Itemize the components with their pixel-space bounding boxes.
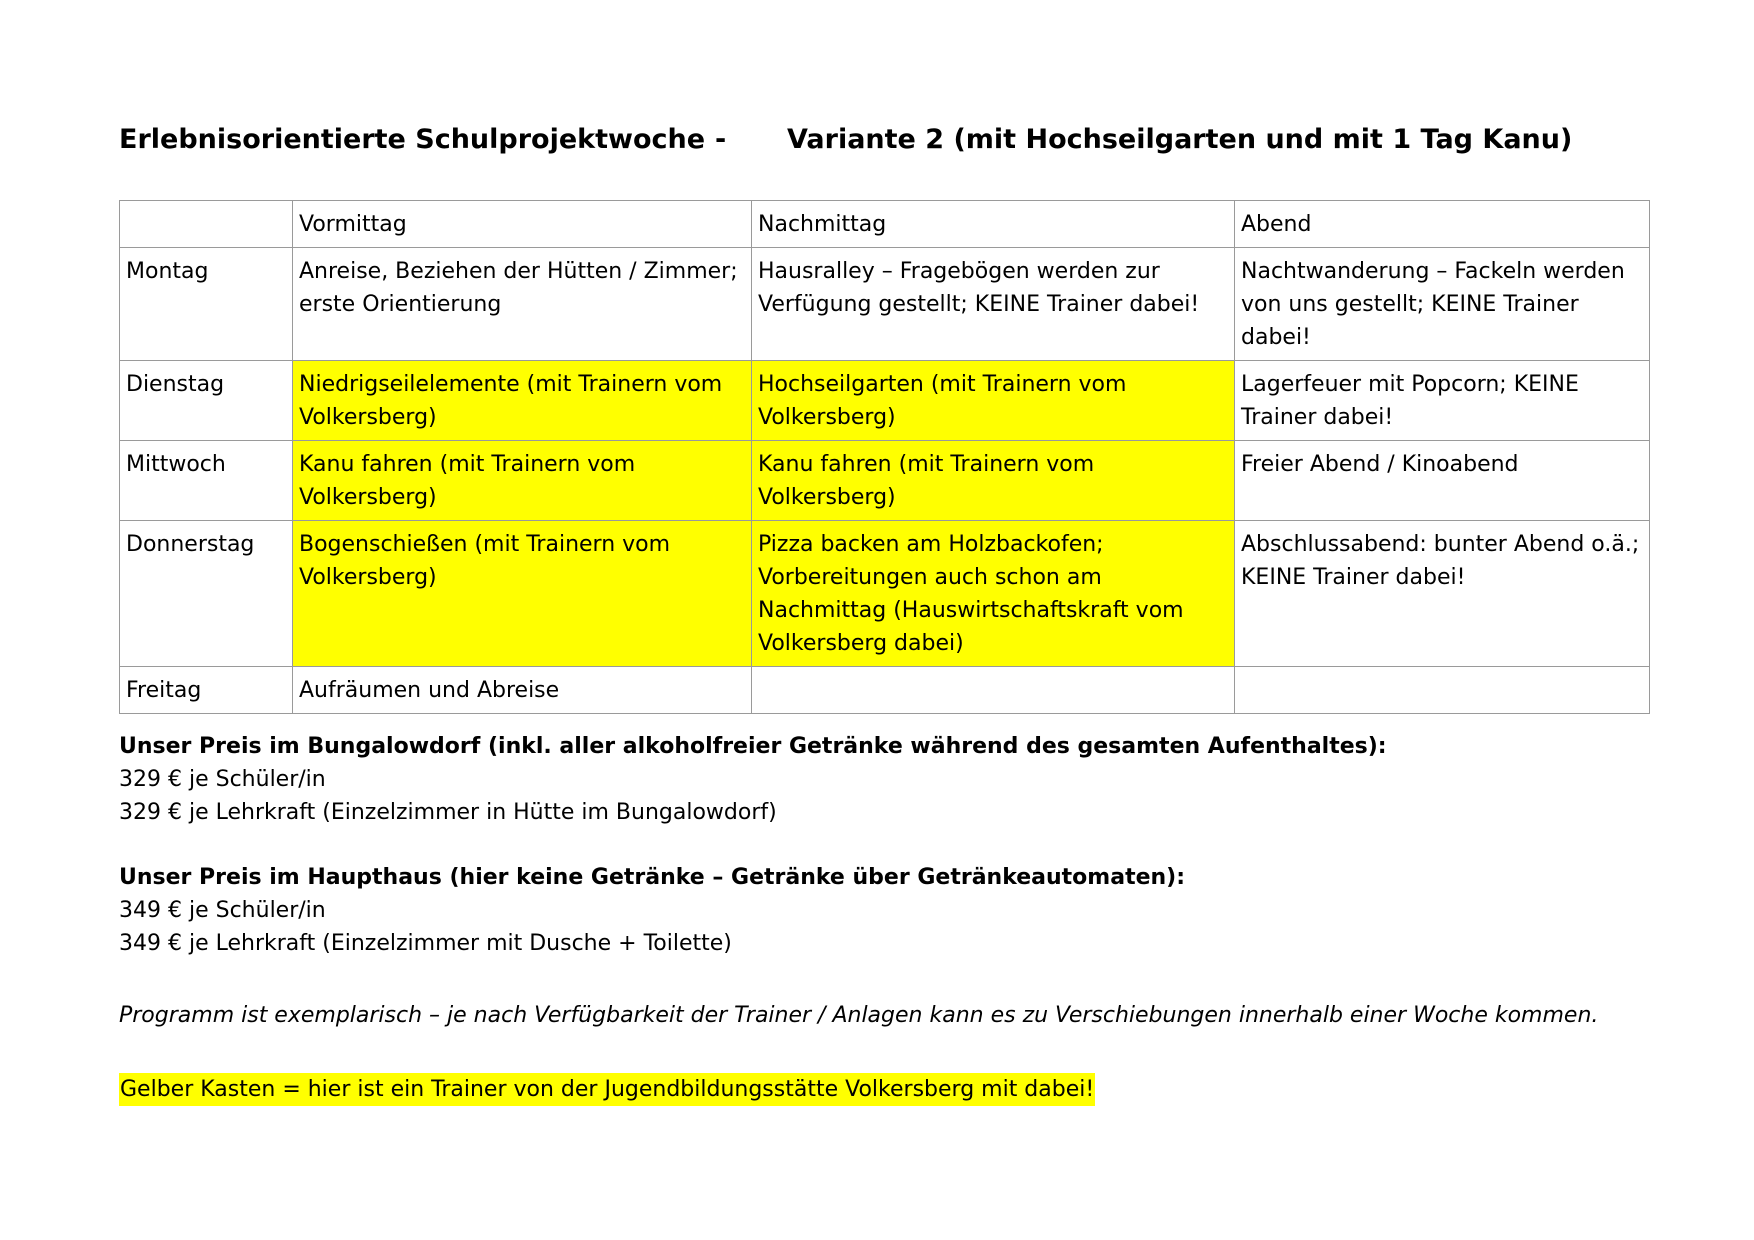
abend-cell: Lagerfeuer mit Popcorn; KEINE Trainer dabei! xyxy=(1235,361,1650,441)
title-separator: - xyxy=(715,124,727,155)
vormittag-cell: Aufräumen und Abreise xyxy=(293,667,752,714)
header-cell-nachmittag: Nachmittag xyxy=(752,201,1235,248)
vormittag-cell: Anreise, Beziehen der Hütten / Zimmer; erste Orientierung xyxy=(293,248,752,361)
price-haupthaus-heading: Unser Preis im Haupthaus (hier keine Getränke – Getränke über Getränkeautomaten): xyxy=(119,865,1186,890)
table-header-row xyxy=(120,201,1650,248)
vormittag-cell: Kanu fahren (mit Trainern vom Volkersberg) xyxy=(293,441,752,521)
table-row xyxy=(120,441,1650,521)
price-bungalow-section xyxy=(119,730,1387,829)
document-title xyxy=(119,124,1639,160)
nachmittag-cell: Pizza backen am Holzbackofen; Vorbereitungen auch schon am Nachmittag (Hauswirtschaftskraft vom Volkersberg dabei) xyxy=(752,521,1235,667)
header-cell-empty xyxy=(120,201,293,248)
table-row xyxy=(120,248,1650,361)
table-row xyxy=(120,667,1650,714)
abend-cell: Nachtwanderung – Fackeln werden von uns gestellt; KEINE Trainer dabei! xyxy=(1235,248,1650,361)
nachmittag-cell: Hochseilgarten (mit Trainern vom Volkersberg) xyxy=(752,361,1235,441)
legend-highlight: Gelber Kasten = hier ist ein Trainer von der Jugendbildungsstätte Volkersberg mit dabei! xyxy=(119,1073,1095,1106)
schedule-table xyxy=(119,200,1650,714)
title-left: Erlebnisorientierte Schulprojektwoche xyxy=(119,124,706,155)
program-note: Programm ist exemplarisch – je nach Verfügbarkeit der Trainer / Anlagen kann es zu Verschiebungen innerhalb einer Woche kommen. xyxy=(119,1003,1599,1028)
price-haupthaus-section xyxy=(119,861,1185,960)
day-cell: Freitag xyxy=(120,667,293,714)
price-bungalow-teacher: 329 € je Lehrkraft (Einzelzimmer in Hütte im Bungalowdorf) xyxy=(119,800,777,825)
price-bungalow-heading: Unser Preis im Bungalowdorf (inkl. aller alkoholfreier Getränke während des gesamten Aufenthaltes): xyxy=(119,734,1387,759)
vormittag-cell: Bogenschießen (mit Trainern vom Volkersberg) xyxy=(293,521,752,667)
title-right: Variante 2 (mit Hochseilgarten und mit 1 Tag Kanu) xyxy=(787,124,1573,155)
nachmittag-cell xyxy=(752,667,1235,714)
price-haupthaus-student: 349 € je Schüler/in xyxy=(119,898,326,923)
table-row xyxy=(120,521,1650,667)
day-cell: Dienstag xyxy=(120,361,293,441)
abend-cell: Abschlussabend: bunter Abend o.ä.; KEINE Trainer dabei! xyxy=(1235,521,1650,667)
day-cell: Montag xyxy=(120,248,293,361)
abend-cell: Freier Abend / Kinoabend xyxy=(1235,441,1650,521)
nachmittag-cell: Hausralley – Fragebögen werden zur Verfügung gestellt; KEINE Trainer dabei! xyxy=(752,248,1235,361)
table-row xyxy=(120,361,1650,441)
header-cell-vormittag: Vormittag xyxy=(293,201,752,248)
day-cell: Mittwoch xyxy=(120,441,293,521)
price-bungalow-student: 329 € je Schüler/in xyxy=(119,767,326,792)
price-haupthaus-teacher: 349 € je Lehrkraft (Einzelzimmer mit Dusche + Toilette) xyxy=(119,931,732,956)
vormittag-cell: Niedrigseilelemente (mit Trainern vom Volkersberg) xyxy=(293,361,752,441)
header-cell-abend: Abend xyxy=(1235,201,1650,248)
nachmittag-cell: Kanu fahren (mit Trainern vom Volkersberg) xyxy=(752,441,1235,521)
day-cell: Donnerstag xyxy=(120,521,293,667)
abend-cell xyxy=(1235,667,1650,714)
